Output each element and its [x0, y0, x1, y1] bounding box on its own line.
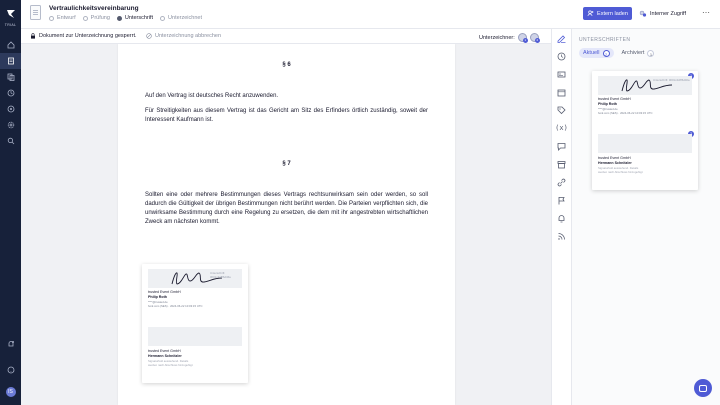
signers-list: Unterzeichner: 1 2: [479, 34, 539, 42]
section-heading-7: § 7: [282, 161, 291, 167]
tag-icon[interactable]: [551, 101, 572, 119]
link-icon[interactable]: [551, 173, 572, 191]
tool-strip: [551, 29, 572, 405]
panel-tabs: [579, 48, 658, 58]
interner-zugriff-button[interactable]: Interner Zugriff: [637, 7, 691, 20]
signer-avatar[interactable]: 1: [518, 33, 527, 42]
step-pruefung[interactable]: Prüfung: [83, 15, 110, 21]
feed-icon[interactable]: [551, 227, 572, 245]
signature-field-2[interactable]: [148, 327, 242, 346]
step-dot-icon: [83, 16, 88, 21]
signature-tool-icon[interactable]: [551, 29, 572, 47]
add-person-icon: [587, 10, 594, 17]
section-heading-6: § 6: [282, 62, 291, 68]
panel-title: UNTERSCHRIFTEN: [579, 37, 631, 43]
step-dot-icon: [117, 16, 122, 21]
documents-icon[interactable]: [0, 53, 21, 69]
document-icon: [30, 5, 41, 20]
page-title: Vertraulichkeitsvereinbarung: [49, 5, 139, 12]
archive-icon[interactable]: [551, 155, 572, 173]
settings-icon[interactable]: [0, 117, 21, 133]
variables-icon[interactable]: (x): [555, 124, 568, 132]
signature-field-1: Unterschrift: 0001c4c8f6d46a: [148, 269, 242, 288]
user-avatar[interactable]: IS: [6, 387, 16, 397]
document-canvas[interactable]: [21, 44, 551, 405]
help-icon[interactable]: [7, 361, 15, 379]
step-entwurf[interactable]: Entwurf: [49, 15, 76, 21]
step-dot-icon: [49, 16, 54, 21]
paragraph-law: Auf den Vertrag ist deutsches Recht anzuwenden.: [145, 93, 279, 99]
templates-icon[interactable]: [0, 69, 21, 85]
compass-icon[interactable]: [0, 101, 21, 117]
extern-laden-button[interactable]: Extern laden: [583, 7, 632, 20]
paragraph-court: Für Streitigkeiten aus diesem Vertrag ist das Gericht am Sitz des Erfinders örtlich zuständig, soweit der Interessent Kaufmann ist.: [145, 108, 428, 123]
cancel-circle-icon: [146, 33, 152, 39]
app-logo-icon[interactable]: [4, 8, 18, 22]
abort-signing-button[interactable]: Unterzeichnung abbrechen: [146, 33, 221, 39]
step-unterzeichnet[interactable]: Unterzeichnet: [160, 15, 202, 21]
search-icon[interactable]: [0, 133, 21, 149]
more-options-icon[interactable]: ⋯: [702, 8, 710, 17]
signing-toolbar: [21, 29, 551, 44]
tab-archiviert[interactable]: Archiviert 1: [618, 48, 659, 58]
left-sidebar: [0, 0, 21, 405]
signer-avatar[interactable]: 2: [530, 33, 539, 42]
signatures-panel: [572, 29, 720, 405]
step-dot-icon: [160, 16, 165, 21]
panel-signature-field-1: Unterschrift: 0001c4c8f6d46a: [598, 76, 692, 95]
lock-icon: [30, 33, 36, 39]
chat-support-button[interactable]: [694, 379, 712, 397]
panel-signature-field-2[interactable]: [598, 134, 692, 153]
history-icon[interactable]: [551, 47, 572, 65]
document-header: [21, 0, 720, 29]
comments-icon[interactable]: [551, 137, 572, 155]
document-page[interactable]: [118, 44, 455, 405]
calendar-icon[interactable]: [551, 83, 572, 101]
lock-status: Dokument zur Unterzeichnung gesperrt.: [30, 33, 137, 39]
notifications-icon[interactable]: [7, 335, 15, 353]
flag-icon[interactable]: [551, 191, 572, 209]
chat-icon: [699, 385, 707, 392]
workflow-steps: [49, 15, 202, 21]
bell-icon[interactable]: [551, 209, 572, 227]
details-card-icon[interactable]: [551, 65, 572, 83]
tab-aktuell[interactable]: Aktuell 2: [579, 48, 614, 58]
signature-card[interactable]: Unterschrift: 0001c4c8f6d46a trusted Event GmbH Philip Roth ****@trusted.de funk.com (SES) · 2024-06-22 10:03:15 UTC trusted Event GmbH Hermann Schnitzler Signaturfeld ausstehend. Details werden nach Abschluss hinzugefügt: [142, 264, 248, 383]
step-unterschrift[interactable]: Unterschrift: [117, 15, 153, 21]
home-icon[interactable]: [0, 37, 21, 53]
logo-text: TRIAL: [4, 23, 17, 27]
team-icon: [639, 10, 647, 18]
panel-signature-card[interactable]: Unterschrift: 0001c4c8f6d46a trusted Event GmbH Philip Roth ****@trusted.de funk.com (SES) · 2024-06-22 10:03:15 UTC trusted Event GmbH Hermann Schnitzler Signaturfeld ausstehend. Details werden nach Abschluss hinzugefügt: [592, 71, 698, 190]
paragraph-severability: Sollten eine oder mehrere Bestimmungen dieses Vertrags rechtsunwirksam sein oder werden, so soll dadurch die Gültigkeit der übrigen Bestimmungen nicht berührt werden. Die Parteien verpflichten sich, die unwirksame Bestimmung durch eine Regelung zu ersetzen, die dem mit ihr angestrebten wirtschaftlichen Zweck am nächsten kommt.: [145, 192, 428, 225]
workflow-icon[interactable]: [0, 85, 21, 101]
